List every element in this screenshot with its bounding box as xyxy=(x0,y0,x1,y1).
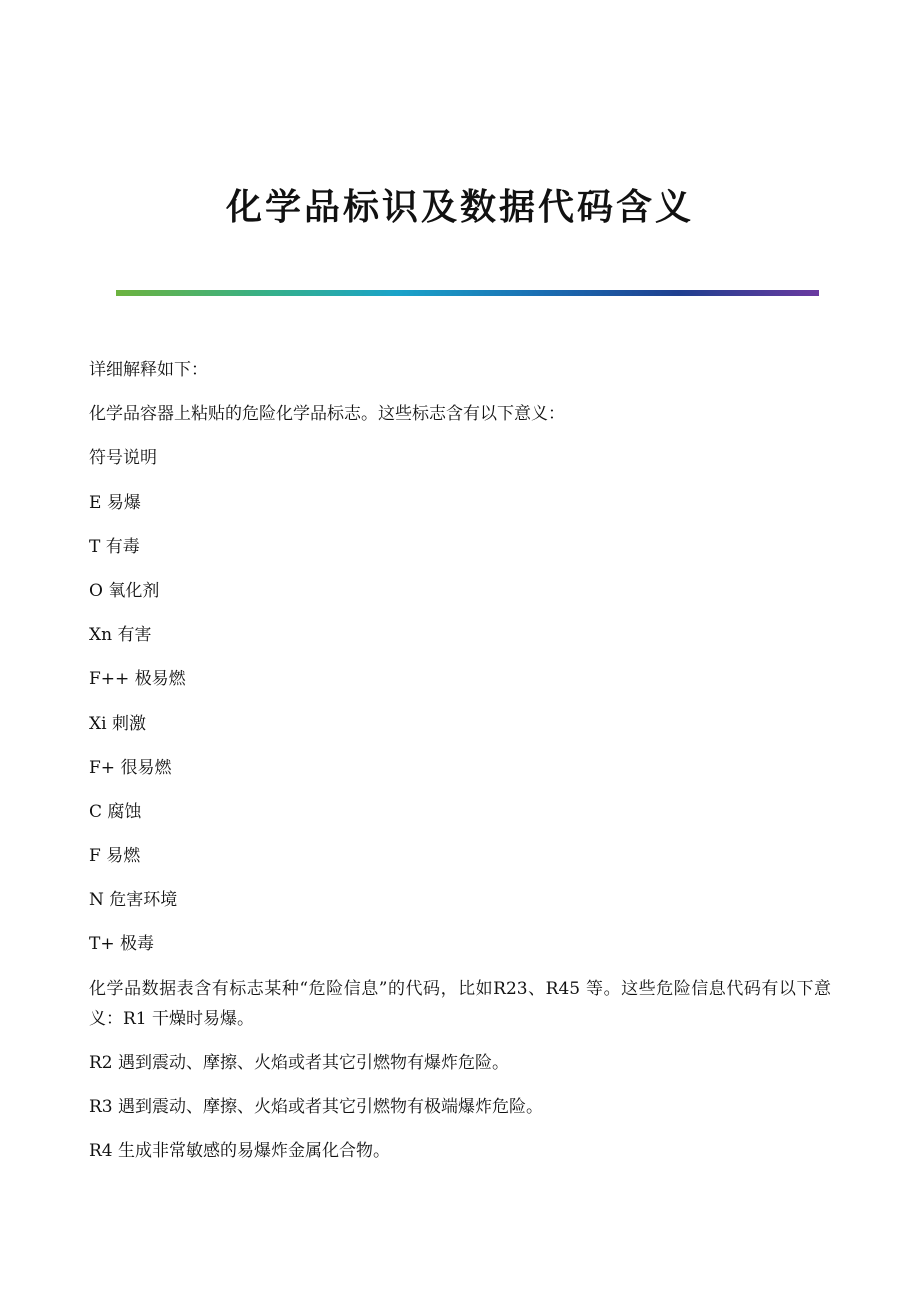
symbol-item: F 易燃 xyxy=(89,846,141,867)
symbol-item: C 腐蚀 xyxy=(89,801,142,822)
title-divider xyxy=(116,290,819,296)
risk-code-item: R2 遇到震动、摩擦、火焰或者其它引燃物有爆炸危险。 xyxy=(89,1052,510,1073)
label-intro-line: 化学品容器上粘贴的危险化学品标志。这些标志含有以下意义： xyxy=(89,404,565,425)
symbol-item: Xi 刺激 xyxy=(89,713,146,734)
risk-intro-paragraph: 化学品数据表含有标志某种“危险信息”的代码，比如R23、R45 等。这些危险信息代码有以下意义：R1 干燥时易爆。 xyxy=(89,978,831,1029)
symbol-heading: 符号说明 xyxy=(89,448,157,469)
symbol-item: T 有毒 xyxy=(89,536,140,557)
symbol-item: T+ 极毒 xyxy=(89,934,154,955)
risk-code-item: R3 遇到震动、摩擦、火焰或者其它引燃物有极端爆炸危险。 xyxy=(89,1097,544,1117)
document-body xyxy=(89,355,831,1180)
symbol-item: F++ 极易燃 xyxy=(89,669,186,690)
symbol-item: F+ 很易燃 xyxy=(89,757,172,778)
symbol-item: N 危害环境 xyxy=(89,890,178,911)
symbol-item: Xn 有害 xyxy=(89,625,152,646)
symbol-item: O 氧化剂 xyxy=(89,580,160,601)
risk-code-item: R4 生成非常敏感的易爆炸金属化合物。 xyxy=(89,1141,391,1162)
page-title: 化学品标识及数据代码含义 xyxy=(225,187,694,228)
intro-line: 详细解释如下： xyxy=(89,360,208,380)
symbol-item: E 易爆 xyxy=(89,492,141,513)
